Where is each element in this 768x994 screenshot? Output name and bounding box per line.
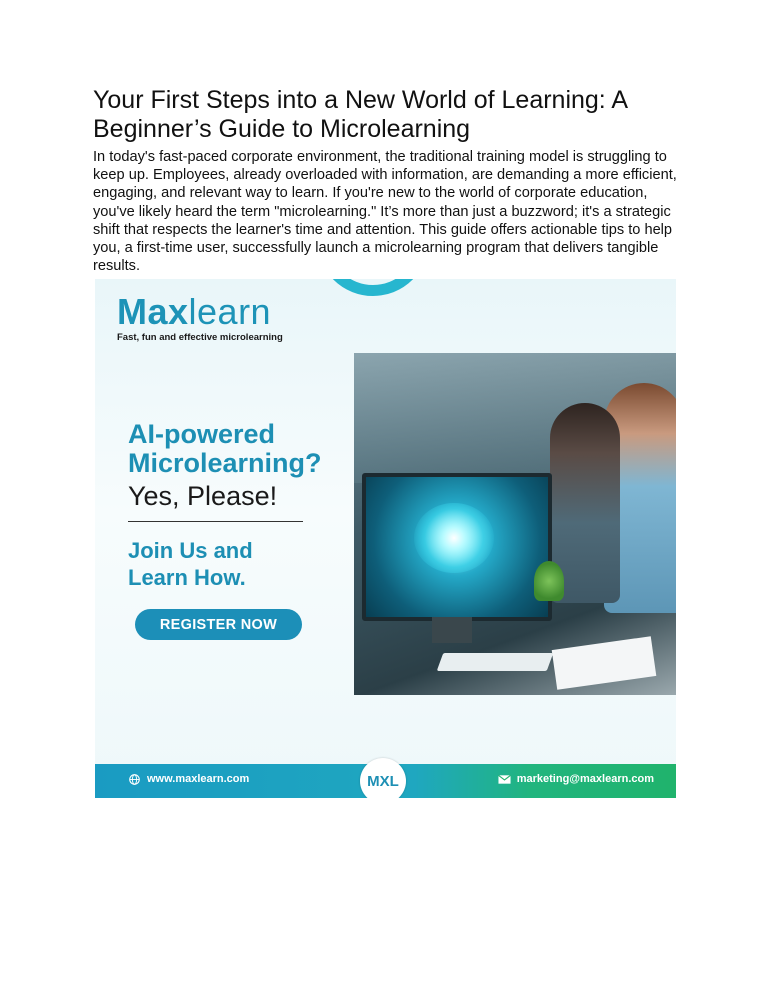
globe-icon (128, 774, 141, 785)
email-text: marketing@maxlearn.com (516, 773, 654, 785)
banner-join-text (128, 537, 253, 591)
banner-headline (128, 420, 322, 478)
headline-line-2: Microlearning? (128, 448, 322, 478)
logo-wordmark (117, 292, 283, 332)
join-line-2: Learn How. (128, 565, 246, 590)
logo-prefix: Max (117, 291, 189, 332)
photo-keyboard (437, 653, 554, 671)
decorative-arc (317, 279, 429, 296)
headline-line-1: AI-powered (128, 419, 276, 449)
website-link[interactable] (128, 773, 249, 785)
register-now-button[interactable]: REGISTER NOW (135, 609, 302, 640)
mxl-badge-logo: MXL (360, 758, 406, 798)
banner-subhead: Yes, Please! (128, 481, 278, 511)
article-title: Your First Steps into a New World of Learning: A Beginner’s Guide to Microlearning (93, 86, 627, 143)
office-ai-brain-photo (354, 353, 676, 695)
photo-papers (552, 636, 657, 690)
maxlearn-logo (117, 292, 283, 343)
photo-plant (534, 561, 564, 601)
mail-icon (498, 774, 511, 785)
email-link[interactable] (498, 773, 654, 785)
logo-suffix: learn (188, 291, 272, 332)
banner-divider (128, 521, 303, 522)
join-line-1: Join Us and (128, 538, 253, 563)
logo-tagline: Fast, fun and effective microlearning (117, 332, 283, 343)
photo-monitor-stand (432, 617, 472, 643)
article-intro: In today's fast-paced corporate environment, the traditional training model is struggling to keep up. Employees, already overloaded with information, are demanding a more efficient, engaging, and relevant way to learn. If you're new to the world of corporate education, you've likely heard the term "microlearning." It’s more than just a buzzword; it's a strategic shift that respects the learner's time and attention. This guide offers actionable tips to help you, a first-time user, successfully launch a microlearning program that delivers tangible results. (93, 149, 677, 275)
website-text: www.maxlearn.com (147, 773, 250, 785)
promo-banner[interactable] (95, 279, 676, 798)
ai-brain-icon (414, 503, 494, 573)
